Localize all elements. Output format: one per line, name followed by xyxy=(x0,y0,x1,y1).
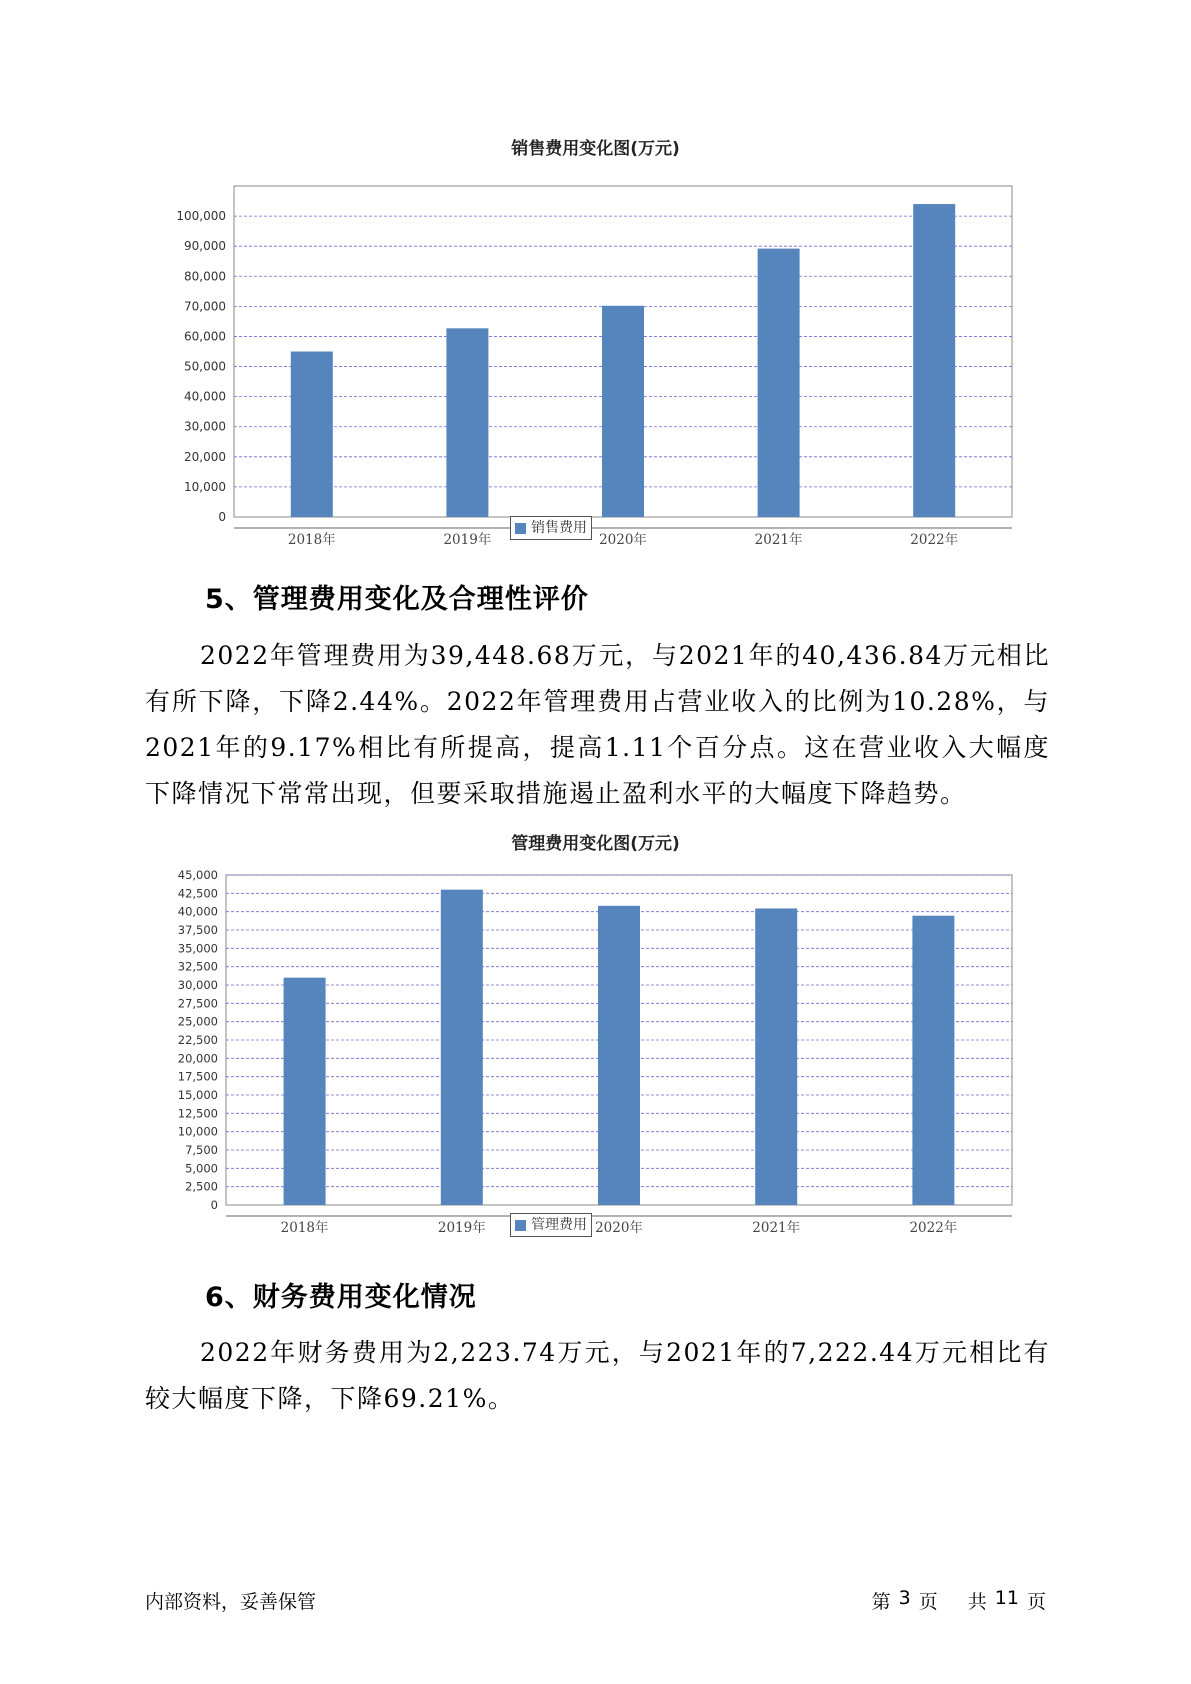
page-prefix: 第 xyxy=(871,1591,891,1613)
x-tick-label: 2018年 xyxy=(280,1220,329,1236)
y-tick-label: 50,000 xyxy=(184,359,226,374)
x-tick-label: 2022年 xyxy=(909,1220,958,1236)
y-tick-label: 10,000 xyxy=(177,1124,218,1139)
y-tick-label: 70,000 xyxy=(184,299,226,314)
section-5-heading: 5、管理费用变化及合理性评价 xyxy=(205,584,589,615)
y-tick-label: 22,500 xyxy=(177,1033,218,1047)
y-tick-label: 0 xyxy=(210,1198,218,1212)
bar-2021年 xyxy=(758,249,800,517)
x-tick-label: 2022年 xyxy=(910,532,959,548)
page-total: 11 xyxy=(994,1587,1019,1609)
y-tick-label: 32,500 xyxy=(177,959,218,974)
y-tick-label: 2,500 xyxy=(185,1179,218,1194)
y-tick-label: 90,000 xyxy=(184,239,226,254)
y-tick-label: 0 xyxy=(218,510,226,524)
admin-chart-title: 管理费用变化图(万元) xyxy=(511,834,680,854)
y-tick-label: 30,000 xyxy=(184,419,226,434)
y-tick-label: 30,000 xyxy=(177,978,218,992)
bar-2022年 xyxy=(913,204,955,517)
y-tick-label: 45,000 xyxy=(177,868,218,882)
y-tick-label: 42,500 xyxy=(177,886,218,901)
y-tick-label: 5,000 xyxy=(185,1161,218,1176)
legend-swatch xyxy=(515,523,526,534)
section-6-heading: 6、财务费用变化情况 xyxy=(205,1282,477,1313)
y-tick-label: 10,000 xyxy=(184,479,226,494)
footer-confidential-note: 内部资料，妥善保管 xyxy=(145,1591,317,1613)
bar-2018年 xyxy=(284,978,326,1205)
x-tick-label: 2019年 xyxy=(437,1220,486,1236)
legend-label: 管理费用 xyxy=(531,1217,587,1233)
legend-swatch xyxy=(515,1220,526,1231)
y-tick-label: 37,500 xyxy=(177,923,218,937)
x-tick-label: 2019年 xyxy=(443,532,492,548)
y-tick-label: 12,500 xyxy=(177,1106,218,1121)
bar-2018年 xyxy=(291,352,333,518)
y-tick-label: 80,000 xyxy=(184,269,226,284)
y-tick-label: 15,000 xyxy=(177,1088,218,1102)
y-tick-label: 100,000 xyxy=(176,209,226,224)
y-tick-label: 60,000 xyxy=(184,329,226,344)
admin-chart-legend xyxy=(510,1213,592,1237)
x-tick-label: 2020年 xyxy=(599,532,647,548)
y-tick-label: 20,000 xyxy=(177,1051,218,1066)
section-5-paragraph: 2022年管理费用为39,448.68万元，与2021年的40,436.84万元相比有所下降，下降2.44%。2022年管理费用占营业收入的比例为10.28%，与2021年的9.17%相比有所提高，提高1.11个百分点。这在营业收入大幅度下降情况下常常出现，但要采取措施遏止盈利水平的大幅度下降趋势。 xyxy=(145,641,1050,808)
y-tick-label: 40,000 xyxy=(177,904,218,919)
page-current: 3 xyxy=(898,1587,911,1609)
bar-2020年 xyxy=(598,906,640,1205)
x-tick-label: 2018年 xyxy=(287,532,336,548)
y-tick-label: 20,000 xyxy=(184,449,226,464)
page-unit: 页 xyxy=(918,1591,938,1613)
y-tick-label: 27,500 xyxy=(177,996,218,1011)
legend-label: 销售费用 xyxy=(531,520,587,536)
y-tick-label: 17,500 xyxy=(177,1069,218,1084)
y-tick-label: 40,000 xyxy=(184,389,226,404)
x-tick-label: 2020年 xyxy=(595,1220,643,1236)
y-tick-label: 25,000 xyxy=(177,1014,218,1029)
x-tick-label: 2021年 xyxy=(752,1220,801,1236)
bar-2021年 xyxy=(755,908,797,1205)
y-tick-label: 7,500 xyxy=(185,1143,218,1157)
total-unit: 页 xyxy=(1026,1591,1046,1613)
sales-chart-title: 销售费用变化图(万元) xyxy=(511,139,680,159)
bar-2022年 xyxy=(912,916,954,1205)
x-tick-label: 2021年 xyxy=(754,532,803,548)
bar-2019年 xyxy=(446,328,488,517)
footer-page-number xyxy=(872,1587,1046,1614)
sales-chart-legend xyxy=(510,516,592,540)
y-tick-label: 35,000 xyxy=(177,941,218,956)
bar-2019年 xyxy=(441,890,483,1205)
section-6-paragraph: 2022年财务费用为2,223.74万元，与2021年的7,222.44万元相比有较大幅度下降，下降69.21%。 xyxy=(145,1338,1050,1413)
bar-2020年 xyxy=(602,306,644,517)
total-prefix: 共 xyxy=(967,1591,987,1613)
